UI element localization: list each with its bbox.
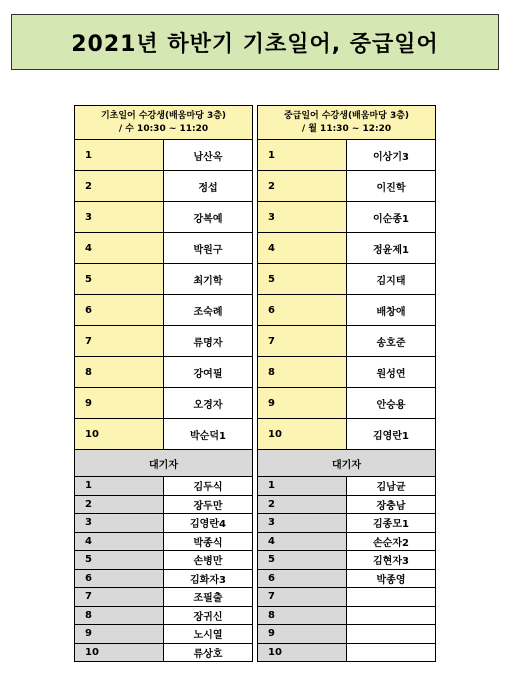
waitlist-name: 노시열 xyxy=(164,625,253,644)
student-number: 6 xyxy=(258,295,347,326)
waitlist-name: 류상호 xyxy=(164,643,253,662)
student-name: 송호준 xyxy=(347,326,436,357)
waitlist-number: 9 xyxy=(75,625,164,644)
student-row xyxy=(75,295,253,326)
page-title: 2021년 하반기 기초일어, 중급일어 xyxy=(11,14,499,70)
waitlist-header-row xyxy=(258,450,436,477)
waitlist-name: 박종식 xyxy=(164,532,253,551)
student-number: 2 xyxy=(258,171,347,202)
student-row xyxy=(75,233,253,264)
student-name: 강복예 xyxy=(164,202,253,233)
student-row xyxy=(258,419,436,450)
student-number: 8 xyxy=(75,357,164,388)
waitlist-number: 5 xyxy=(258,551,347,570)
student-row xyxy=(75,171,253,202)
waitlist-name: 김두식 xyxy=(164,477,253,496)
student-number: 10 xyxy=(75,419,164,450)
roster-header-row xyxy=(258,106,436,140)
student-number: 9 xyxy=(258,388,347,419)
student-row xyxy=(75,388,253,419)
waitlist-number: 7 xyxy=(258,588,347,607)
waitlist-name: 김현자3 xyxy=(347,551,436,570)
student-name: 배창애 xyxy=(347,295,436,326)
student-name: 이상기3 xyxy=(347,140,436,171)
waitlist-number: 5 xyxy=(75,551,164,570)
student-name: 정윤제1 xyxy=(347,233,436,264)
student-row xyxy=(75,326,253,357)
student-name: 정섭 xyxy=(164,171,253,202)
waitlist-number: 6 xyxy=(75,569,164,588)
roster-header-schedule: / 월 11:30 ~ 12:20 xyxy=(301,123,392,134)
waitlist-row xyxy=(258,477,436,496)
student-name: 김지태 xyxy=(347,264,436,295)
student-number: 4 xyxy=(75,233,164,264)
waitlist-row xyxy=(258,606,436,625)
waitlist-name xyxy=(347,625,436,644)
student-name: 강여필 xyxy=(164,357,253,388)
student-number: 5 xyxy=(258,264,347,295)
student-number: 3 xyxy=(75,202,164,233)
student-name: 남산옥 xyxy=(164,140,253,171)
waitlist-header: 대기자 xyxy=(258,450,436,477)
student-name: 박원구 xyxy=(164,233,253,264)
waitlist-row xyxy=(75,551,253,570)
waitlist-header-row xyxy=(75,450,253,477)
student-name: 조숙례 xyxy=(164,295,253,326)
waitlist-name: 박종영 xyxy=(347,569,436,588)
student-name: 류명자 xyxy=(164,326,253,357)
roster-header-title: 중급일어 수강생(배움마당 3층) xyxy=(283,110,410,121)
student-row xyxy=(75,419,253,450)
waitlist-number: 2 xyxy=(258,495,347,514)
student-name: 이순종1 xyxy=(347,202,436,233)
student-name: 김영란1 xyxy=(347,419,436,450)
waitlist-name: 손순자2 xyxy=(347,532,436,551)
student-number: 4 xyxy=(258,233,347,264)
waitlist-number: 6 xyxy=(258,569,347,588)
waitlist-row xyxy=(75,606,253,625)
student-name: 박순덕1 xyxy=(164,419,253,450)
roster-header-schedule: / 수 10:30 ~ 11:20 xyxy=(118,123,209,134)
waitlist-row xyxy=(75,625,253,644)
waitlist-row xyxy=(75,495,253,514)
student-row xyxy=(258,388,436,419)
waitlist-number: 3 xyxy=(258,514,347,533)
student-row xyxy=(258,202,436,233)
waitlist-row xyxy=(75,588,253,607)
student-number: 3 xyxy=(258,202,347,233)
student-row xyxy=(258,171,436,202)
student-name: 오경자 xyxy=(164,388,253,419)
waitlist-name: 조필출 xyxy=(164,588,253,607)
waitlist-number: 4 xyxy=(75,532,164,551)
student-number: 6 xyxy=(75,295,164,326)
waitlist-name: 김남균 xyxy=(347,477,436,496)
waitlist-row xyxy=(75,532,253,551)
waitlist-row xyxy=(258,569,436,588)
waitlist-header: 대기자 xyxy=(75,450,253,477)
student-name: 최기학 xyxy=(164,264,253,295)
waitlist-number: 9 xyxy=(258,625,347,644)
waitlist-number: 1 xyxy=(258,477,347,496)
waitlist-number: 1 xyxy=(75,477,164,496)
waitlist-number: 7 xyxy=(75,588,164,607)
basic-japanese-roster xyxy=(74,105,253,662)
student-number: 9 xyxy=(75,388,164,419)
waitlist-name: 손병만 xyxy=(164,551,253,570)
student-row xyxy=(258,140,436,171)
waitlist-name: 장충남 xyxy=(347,495,436,514)
student-number: 1 xyxy=(258,140,347,171)
waitlist-name xyxy=(347,643,436,662)
waitlist-row xyxy=(258,588,436,607)
waitlist-number: 10 xyxy=(75,643,164,662)
student-row xyxy=(258,264,436,295)
waitlist-row xyxy=(258,643,436,662)
student-number: 1 xyxy=(75,140,164,171)
student-number: 5 xyxy=(75,264,164,295)
waitlist-row xyxy=(75,569,253,588)
waitlist-name: 김화자3 xyxy=(164,569,253,588)
roster-header xyxy=(258,106,436,140)
waitlist-name xyxy=(347,588,436,607)
waitlist-number: 10 xyxy=(258,643,347,662)
waitlist-row xyxy=(75,477,253,496)
student-number: 8 xyxy=(258,357,347,388)
waitlist-row xyxy=(258,495,436,514)
waitlist-row xyxy=(75,514,253,533)
waitlist-name: 김종모1 xyxy=(347,514,436,533)
waitlist-row xyxy=(258,514,436,533)
student-number: 10 xyxy=(258,419,347,450)
student-number: 7 xyxy=(258,326,347,357)
waitlist-number: 2 xyxy=(75,495,164,514)
waitlist-number: 8 xyxy=(75,606,164,625)
waitlist-name xyxy=(347,606,436,625)
student-row xyxy=(75,140,253,171)
waitlist-row xyxy=(258,625,436,644)
waitlist-name: 장두만 xyxy=(164,495,253,514)
student-row xyxy=(258,357,436,388)
student-number: 2 xyxy=(75,171,164,202)
student-row xyxy=(258,295,436,326)
roster-header-row xyxy=(75,106,253,140)
roster-header xyxy=(75,106,253,140)
waitlist-name: 장귀신 xyxy=(164,606,253,625)
student-row xyxy=(75,264,253,295)
student-name: 원성연 xyxy=(347,357,436,388)
student-row xyxy=(258,233,436,264)
student-row xyxy=(258,326,436,357)
waitlist-row xyxy=(75,643,253,662)
waitlist-row xyxy=(258,551,436,570)
student-row xyxy=(75,357,253,388)
waitlist-name: 김영란4 xyxy=(164,514,253,533)
student-row xyxy=(75,202,253,233)
intermediate-japanese-roster xyxy=(257,105,436,662)
roster-header-title: 기초일어 수강생(배움마당 3층) xyxy=(100,110,227,121)
waitlist-number: 3 xyxy=(75,514,164,533)
student-name: 안승용 xyxy=(347,388,436,419)
waitlist-number: 8 xyxy=(258,606,347,625)
student-name: 이진학 xyxy=(347,171,436,202)
student-number: 7 xyxy=(75,326,164,357)
waitlist-row xyxy=(258,532,436,551)
waitlist-number: 4 xyxy=(258,532,347,551)
